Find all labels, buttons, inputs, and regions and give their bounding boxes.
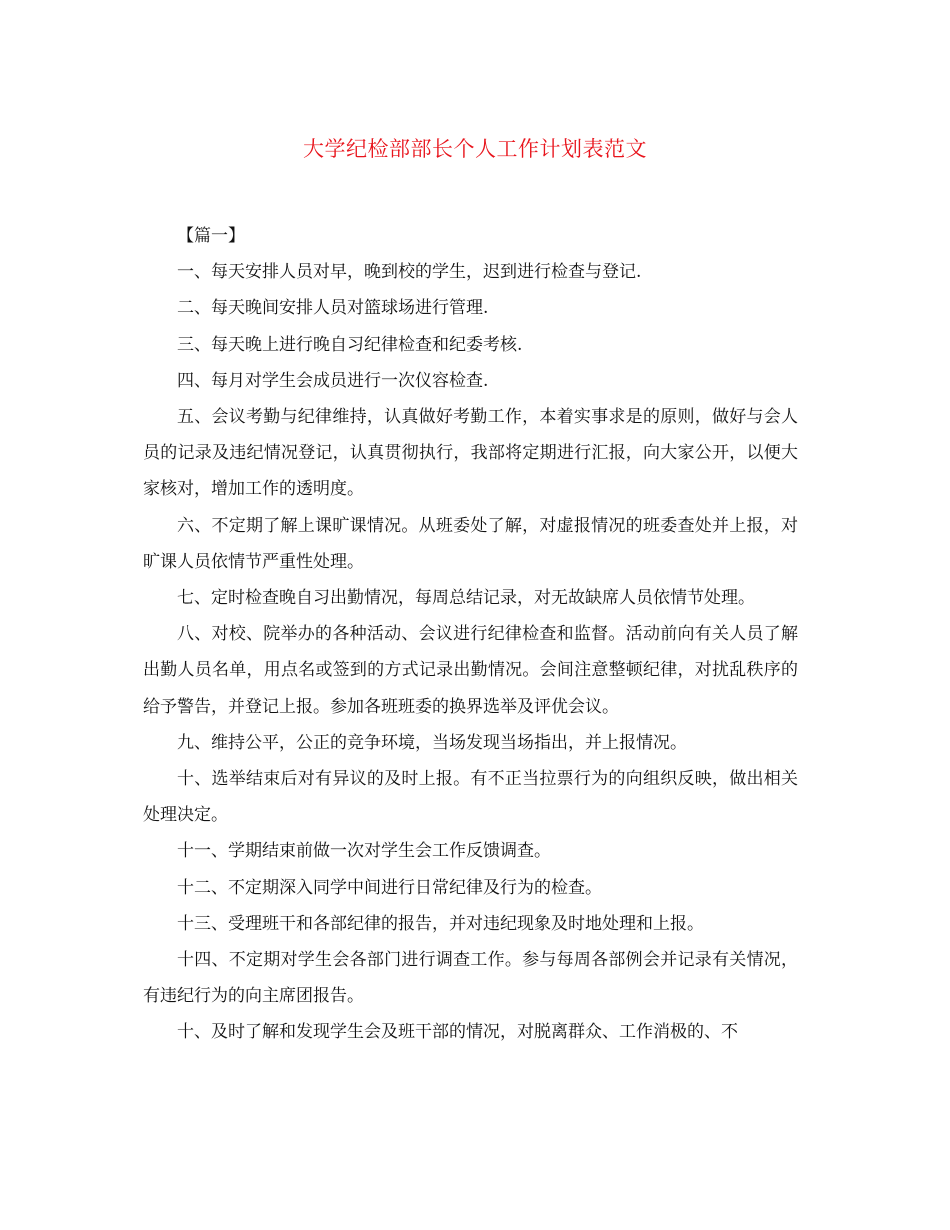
paragraph: 十一、学期结束前做一次对学生会工作反馈调查。 [177, 841, 551, 862]
section-heading: 【篇一】 [177, 226, 245, 246]
document-body [143, 218, 798, 1051]
paragraph: 十四、不定期对学生会各部门进行调查工作。参与每周各部例会并记录有关情况，有违纪行为的向主席团报告。 [143, 950, 798, 1007]
paragraph: 一、每天安排人员对早，晚到校的学生，迟到进行检查与登记. [177, 262, 642, 283]
paragraph: 十、选举结束后对有异议的及时上报。有不正当拉票行为的向组织反映，做出相关处理决定。 [143, 769, 798, 826]
paragraph: 十二、不定期深入同学中间进行日常纪律及行为的检查。 [177, 877, 602, 898]
paragraph: 十、及时了解和发现学生会及班干部的情况，对脱离群众、工作消极的、不 [177, 1022, 738, 1043]
paragraph: 六、不定期了解上课旷课情况。从班委处了解，对虚报情况的班委查处并上报，对旷课人员依情节严重性处理。 [143, 515, 798, 572]
paragraph: 七、定时检查晚自习出勤情况，每周总结记录，对无故缺席人员依情节处理。 [177, 588, 755, 609]
paragraph: 五、会议考勤与纪律维持，认真做好考勤工作，本着实事求是的原则，做好与会人员的记录及违纪情况登记，认真贯彻执行，我部将定期进行汇报，向大家公开，以便大家核对，增加工作的透明度。 [143, 407, 798, 500]
paragraph: 三、每天晚上进行晚自习纪律检查和纪委考核. [177, 334, 523, 355]
paragraph: 二、每天晚间安排人员对篮球场进行管理. [177, 298, 489, 319]
paragraph: 八、对校、院举办的各种活动、会议进行纪律检查和监督。活动前向有关人员了解出勤人员名单，用点名或签到的方式记录出勤情况。会间注意整顿纪律，对扰乱秩序的给予警告，并登记上报。参加各班班委的换界选举及评优会议。 [143, 624, 798, 717]
paragraph: 四、每月对学生会成员进行一次仪容检查. [177, 370, 489, 391]
paragraph: 十三、受理班干和各部纪律的报告，并对违纪现象及时地处理和上报。 [177, 913, 704, 934]
paragraph: 九、维持公平，公正的竞争环境，当场发现当场指出，并上报情况。 [177, 732, 687, 753]
document-title: 大学纪检部部长个人工作计划表范文 [303, 137, 647, 161]
